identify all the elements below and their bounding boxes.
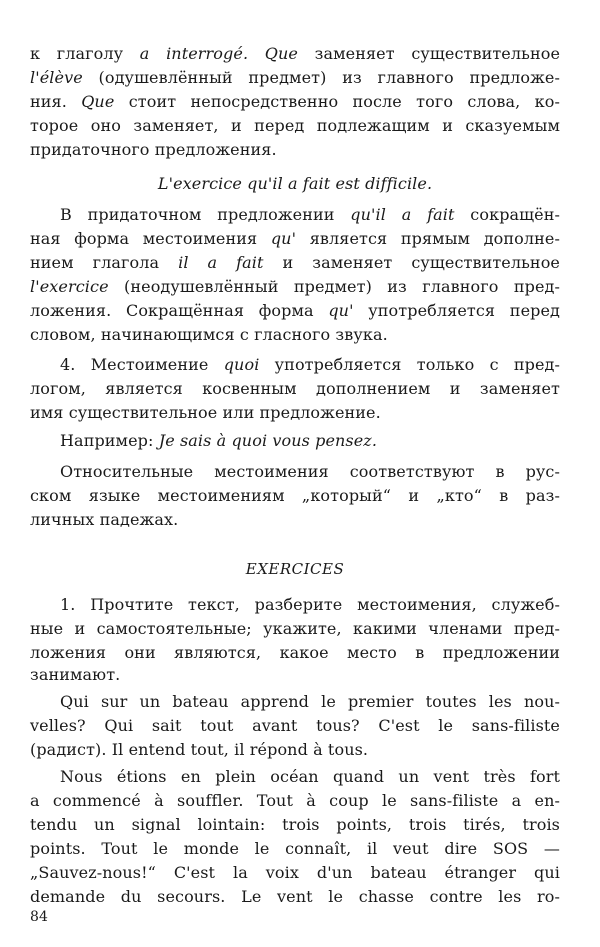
text-line: Например: Je sais à quoi vous pensez. [60, 431, 378, 450]
text-line: „Sauvez-nous!“ C'est la voix d'un bateau étranger qui [30, 863, 560, 882]
text-line: l'élève (одушевлённый предмет) из главного предложе- [30, 68, 560, 87]
text-line: к глаголу a interrogé. Que заменяет существительное [30, 44, 561, 63]
text-line: торое оно заменяет, и перед подлежащим и сказуемым [30, 116, 560, 135]
text-line: velles? Qui sait tout avant tous? C'est le sans-filiste [30, 716, 560, 735]
text-line: имя существительное или предложение. [30, 403, 381, 422]
text-line: логом, является косвенным дополнением и заменяет [30, 379, 560, 398]
text-line: Qui sur un bateau apprend le premier toutes les nou- [60, 692, 560, 711]
text-line: ском языке местоимениям „который“ и „кто“ в раз- [30, 486, 560, 505]
text-line: ная форма местоимения qu' является прямым дополне- [30, 229, 560, 248]
text-line: 1. Прочтите текст, разберите местоимения, служеб- [60, 595, 560, 614]
text-line: личных падежах. [30, 510, 179, 529]
example-sentence: L'exercice qu'il a fait est difficile. [157, 174, 433, 193]
text-line: ния. Que стоит непосредственно после того слова, ко- [30, 92, 561, 111]
text-line: demande du secours. Le vent le chasse contre les ro- [30, 887, 560, 906]
text-line: занимают. [30, 665, 121, 684]
text-line: придаточного предложения. [30, 140, 277, 159]
text-line: ложения. Сокращённая форма qu' употребляется перед [30, 301, 561, 320]
text-line: points. Tout le monde le connaît, il veut dire SOS — [30, 839, 560, 858]
text-line: a commencé à souffler. Tout à coup le sans-filiste a en- [30, 791, 560, 810]
text-line: нием глагола il a fait и заменяет существительное [30, 253, 560, 272]
page-number: 84 [30, 909, 49, 925]
text-line: Nous étions en plein océan quand un vent très fort [60, 767, 560, 786]
text-line: ные и самостоятельные; укажите, какими членами пред- [30, 619, 560, 638]
text-line: tendu un signal lointain: trois points, trois tirés, trois [30, 815, 560, 834]
text-line: 4. Местоимение quoi употребляется только с пред- [60, 355, 560, 374]
section-heading: EXERCICES [245, 560, 345, 578]
text-line: (радист). Il entend tout, il répond à tous. [30, 740, 369, 759]
text-line: словом, начинающимся с гласного звука. [30, 325, 388, 344]
text-line: ложения они являются, какое место в предложении [30, 643, 560, 662]
text-line: В придаточном предложении qu'il a fait сокращён- [60, 205, 560, 224]
text-line: l'exercice (неодушевлённый предмет) из главного пред- [30, 277, 560, 296]
text-line: Относительные местоимения соответствуют в рус- [60, 462, 560, 481]
